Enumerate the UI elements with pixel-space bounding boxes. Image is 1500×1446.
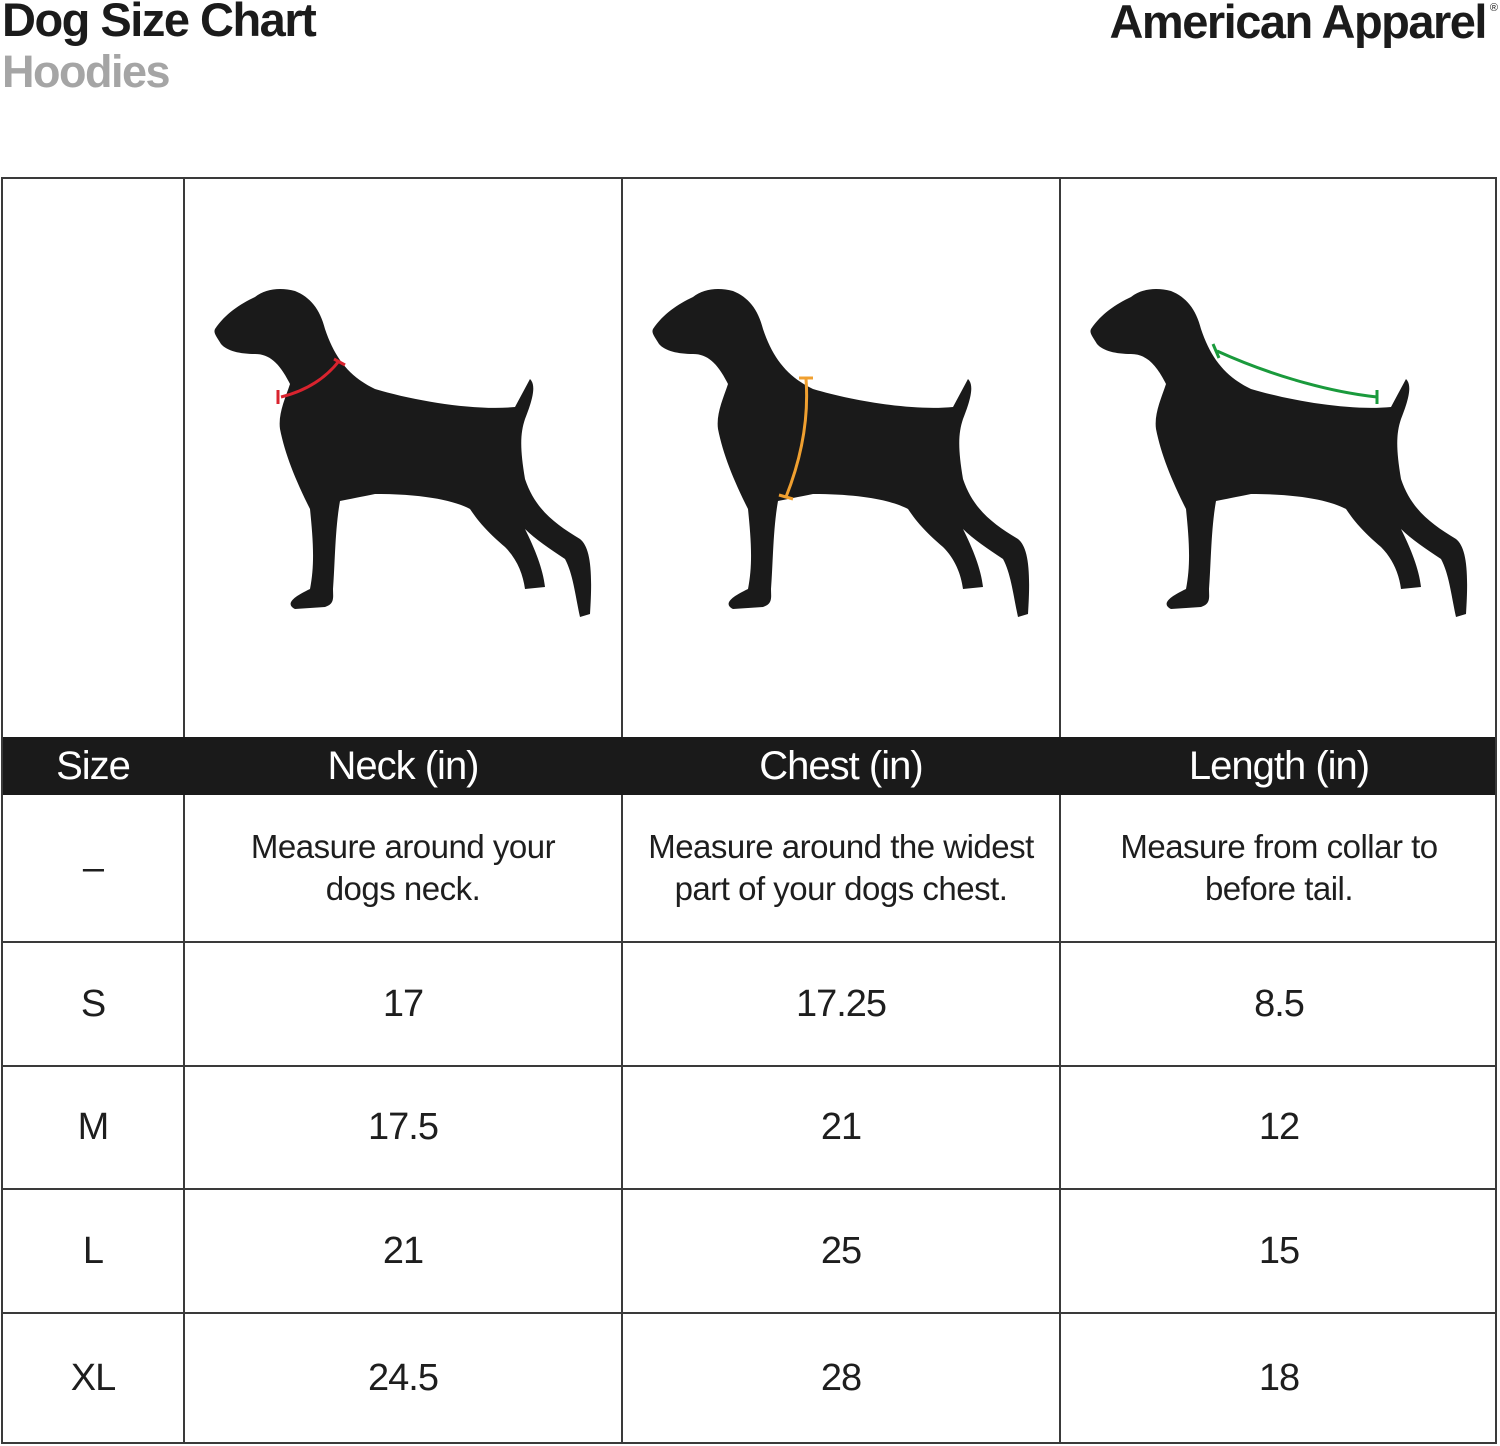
neck-cell: 17 [382, 982, 424, 1025]
description-size: – [82, 846, 104, 889]
size-cell: L [82, 1229, 104, 1272]
column-header-neck: Neck (in) [327, 744, 479, 788]
page-title: Dog Size Chart [2, 0, 316, 46]
length-cell: 8.5 [1254, 982, 1304, 1025]
page-subtitle: Hoodies [2, 46, 170, 97]
length-cell: 15 [1258, 1229, 1300, 1272]
length-illustration [1061, 179, 1497, 737]
size-cell: S [80, 982, 106, 1025]
length-cell: 18 [1258, 1356, 1300, 1399]
column-header-chest: Chest (in) [759, 744, 923, 788]
description-chest: Measure around the widest part of your dogs chest. [648, 828, 1034, 907]
chest-cell: 28 [820, 1356, 862, 1399]
chest-cell: 25 [820, 1229, 862, 1272]
chest-illustration [623, 179, 1059, 737]
description-length: Measure from collar to before tail. [1120, 828, 1438, 907]
neck-cell: 17.5 [368, 1106, 438, 1148]
table-header-row [3, 737, 1495, 795]
chest-cell: 21 [820, 1106, 862, 1148]
description-neck: Measure around your dogs neck. [250, 828, 556, 907]
neck-cell: 21 [382, 1229, 424, 1272]
chest-cell: 17.25 [795, 982, 887, 1025]
dog-chest-measure-icon [623, 179, 1059, 737]
neck-cell: 24.5 [368, 1356, 438, 1399]
length-cell: 12 [1258, 1106, 1300, 1148]
brand-logo: American Apparel [1109, 0, 1486, 48]
column-header-length: Length (in) [1188, 744, 1370, 788]
dog-length-measure-icon [1061, 179, 1497, 737]
size-cell: XL [70, 1356, 116, 1399]
size-chart-table [1, 177, 1497, 1444]
registered-mark: ® [1489, 2, 1498, 14]
column-header-size: Size [56, 744, 130, 788]
size-cell: M [77, 1106, 109, 1148]
dog-neck-measure-icon [185, 179, 621, 737]
neck-illustration [185, 179, 621, 737]
